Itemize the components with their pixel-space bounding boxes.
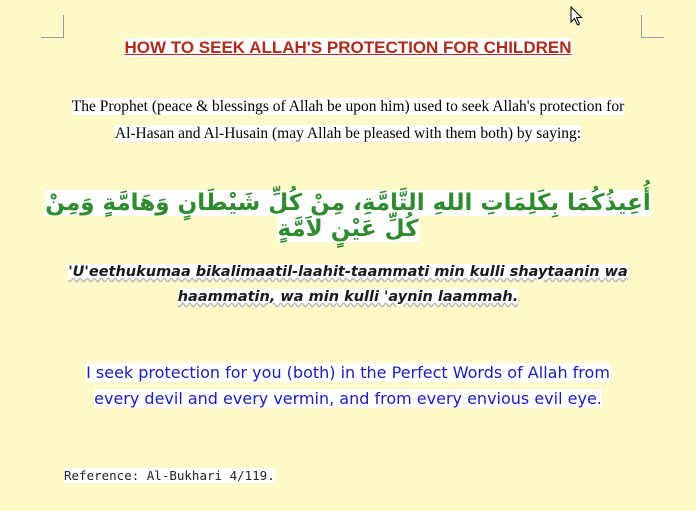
transliteration-line-1: 'U'eethukumaa bikalimaatil-laahit-taammati min kulli shaytaanin wa [68,264,628,280]
arabic-text: أُعِيذُكُمَا بِكَلِمَاتِ اللهِ التَّامَّةِ، مِنْ كُلِّ شَيْطَانٍ وَهَامَّةٍ وَمِنْ كُلِّ عَيْنٍ لاَمَّةٍ [45,190,651,242]
translation-line-2: every devil and every vermin, and from every envious evil eye. [94,389,602,408]
mouse-pointer-icon [570,6,584,26]
intro-line-2: Al-Hasan and Al-Husain (may Allah be pleased with them both) by saying: [114,125,582,142]
english-translation [40,360,656,412]
reference-citation [64,468,275,483]
page-title [0,38,696,58]
translation-line-1: I seek protection for you (both) in the Perfect Words of Allah from [86,363,610,382]
transliteration [40,260,656,310]
intro-line-1: The Prophet (peace & blessings of Allah be upon him) used to seek Allah's protection for [71,98,625,115]
page-corner-mark-top-left [41,15,64,38]
intro-paragraph [40,93,656,147]
page-corner-mark-top-right [641,15,664,38]
title-text: HOW TO SEEK ALLAH'S PROTECTION FOR CHILDREN [124,38,572,57]
arabic-supplication [30,190,666,242]
reference-text: Reference: Al-Bukhari 4/119. [64,468,275,483]
transliteration-line-2: haammatin, wa min kulli 'aynin laammah. [177,289,519,305]
